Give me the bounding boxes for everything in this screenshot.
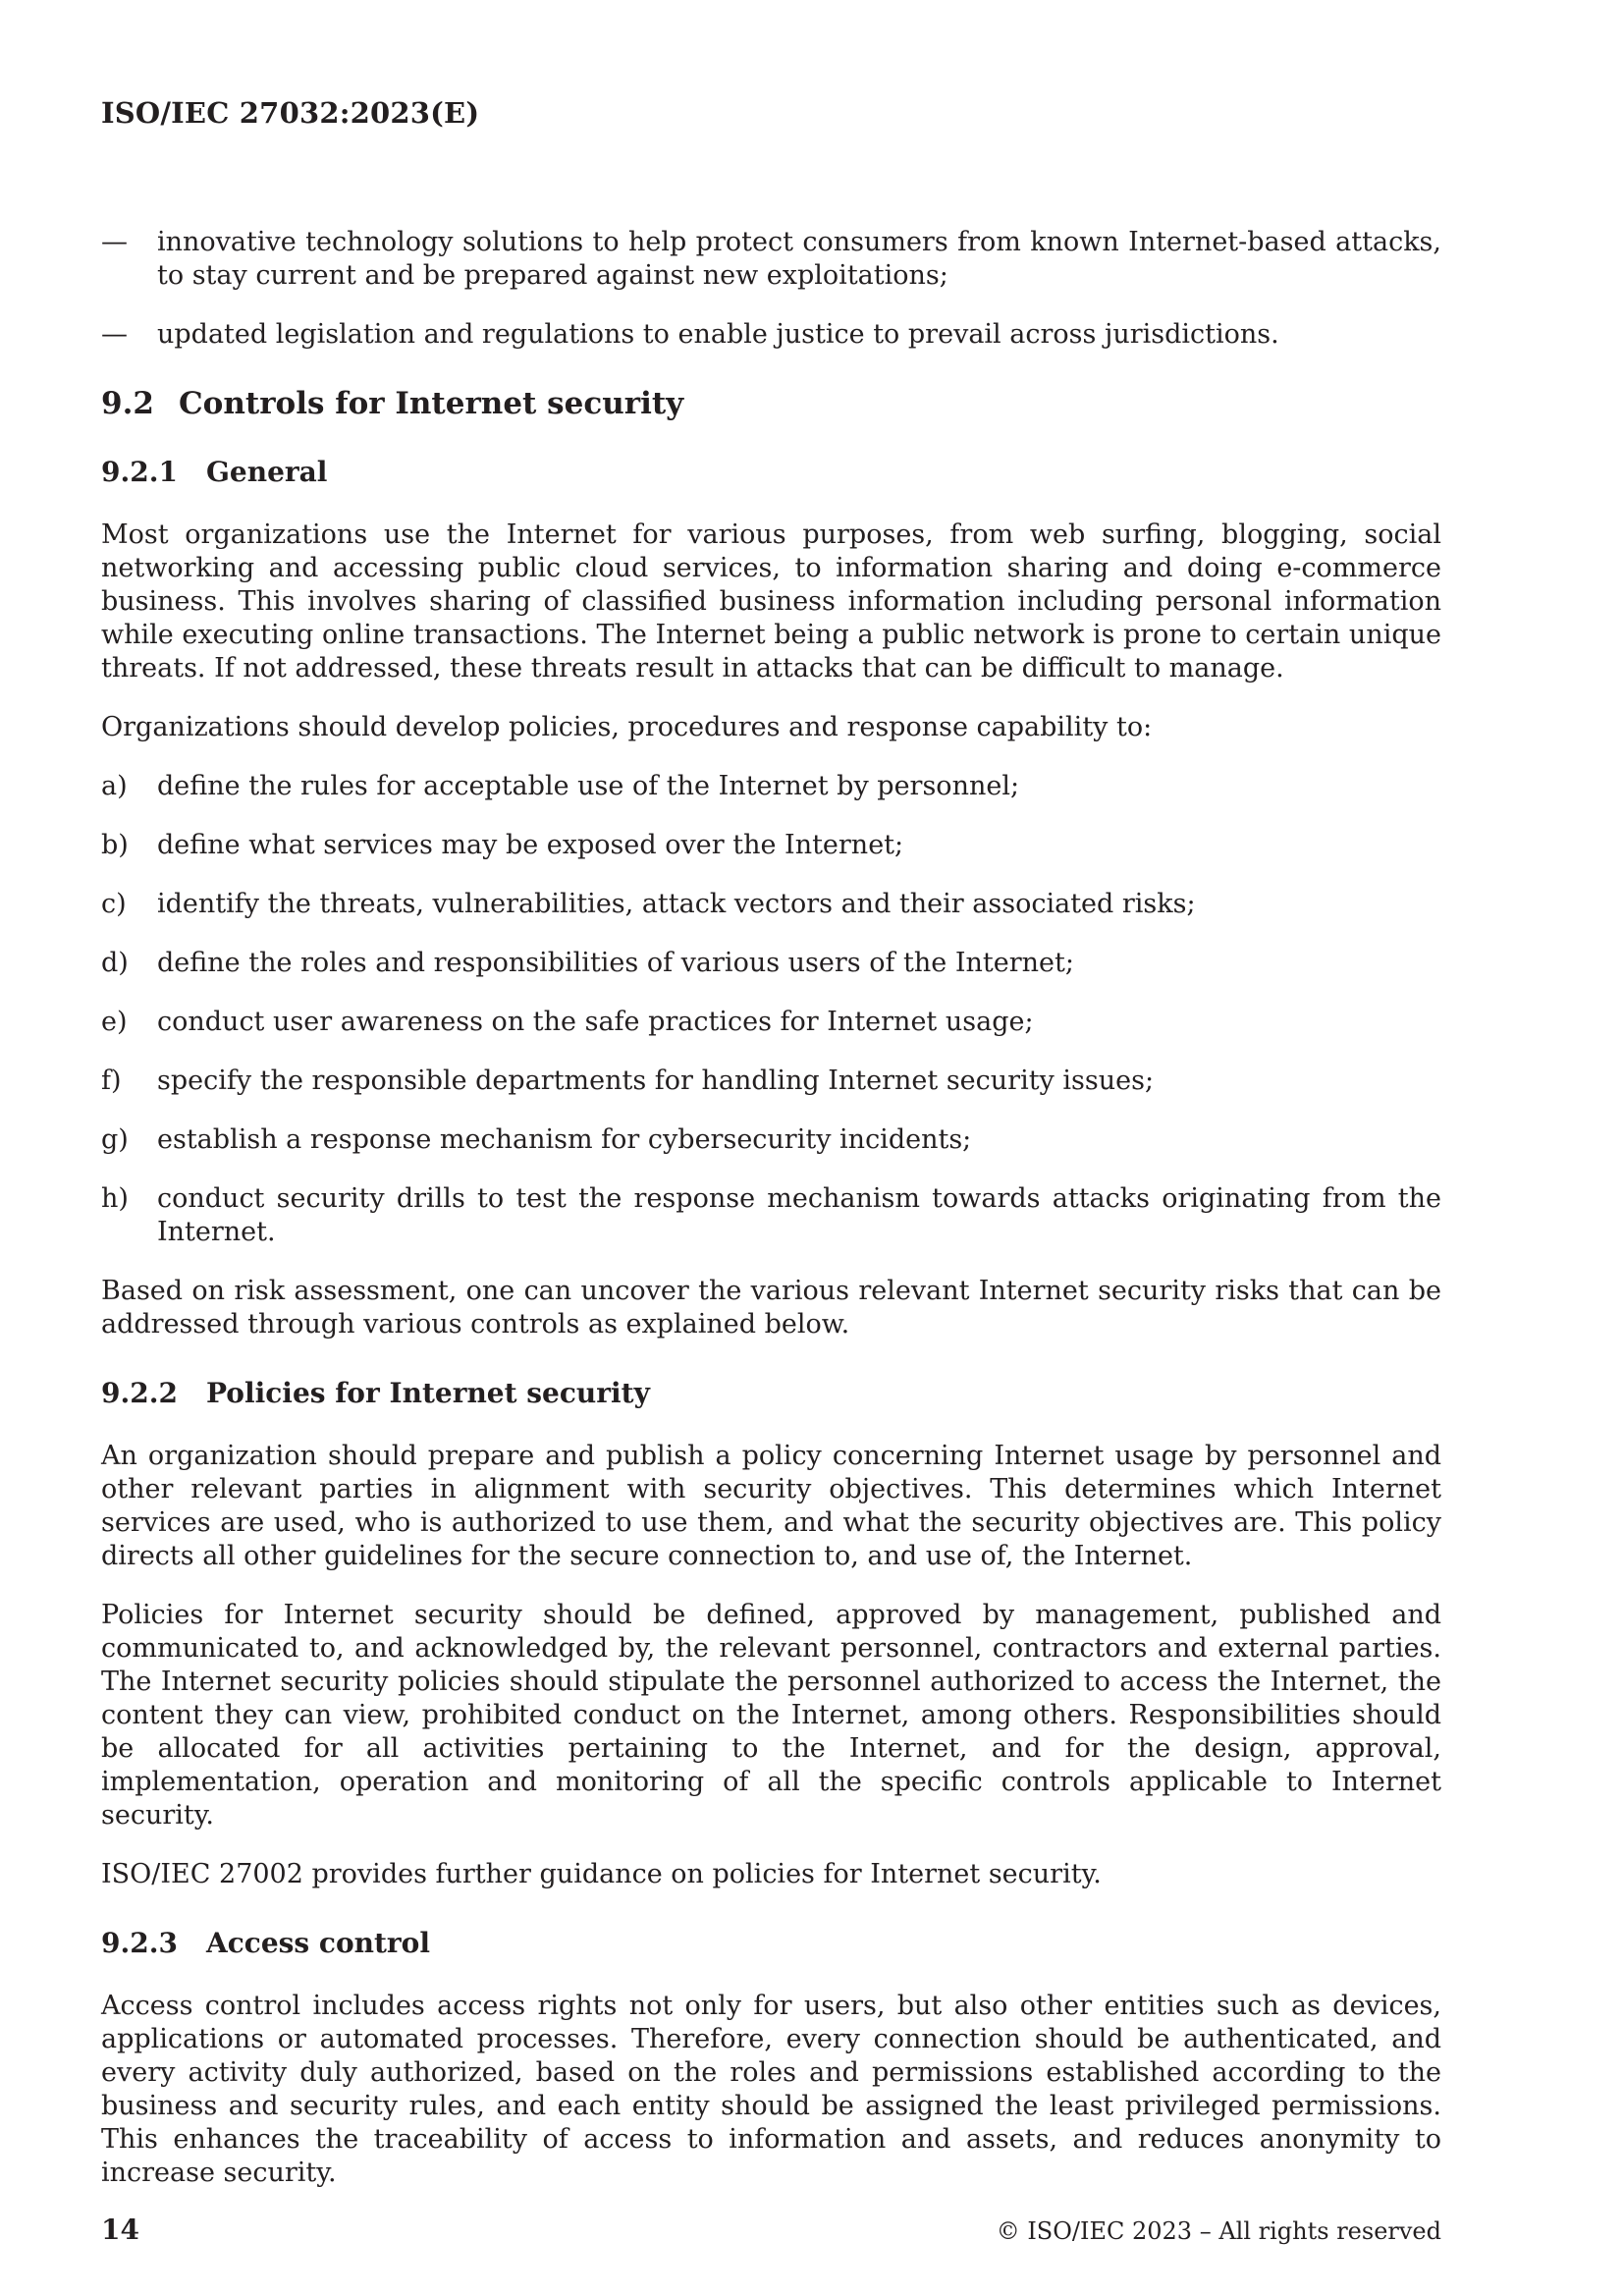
list-text: specify the responsible departments for handling Internet security issues; <box>157 1066 1155 1096</box>
list-marker: e) <box>101 1007 128 1037</box>
list-item <box>101 947 1441 980</box>
section-heading-9-2-2 <box>101 1377 1441 1410</box>
paragraph: Most organizations use the Internet for various purposes, from web surfing, blogging, social networking and accessing public cloud services, to information sharing and doing e-commerce business. This involves sharing of classified business information including personal information while executing online transactions. The Internet being a public network is prone to certain unique threats. If not addressed, these threats result in attacks that can be difficult to manage. <box>101 519 1441 683</box>
list-text: define the roles and responsibilities of various users of the Internet; <box>157 948 1074 978</box>
list-marker: f) <box>101 1066 122 1096</box>
paragraph: Access control includes access rights not only for users, but also other entities such as devices, applications or automated processes. Therefore, every connection should be authenticated, and every activity duly authorized, based on the roles and permissions established according to the business and security rules, and each entity should be assigned the least privileged permissions. This enhances the traceability of access to information and assets, and reduces anonymity to increase security. <box>101 1991 1441 2188</box>
page-number: 14 <box>101 2214 139 2246</box>
list-text: conduct security drills to test the response mechanism towards attacks originating from the Internet. <box>157 1183 1441 1247</box>
bullet-marker: — <box>101 319 128 350</box>
copyright-notice: © ISO/IEC 2023 – All rights reserved <box>996 2217 1441 2245</box>
list-text: establish a response mechanism for cybersecurity incidents; <box>157 1124 972 1155</box>
paragraph: An organization should prepare and publish a policy concerning Internet usage by personnel and other relevant parties in alignment with security objectives. This determines which Internet services are used, who is authorized to use them, and what the security objectives are. This policy directs all other guidelines for the secure connection to, and use of, the Internet. <box>101 1441 1441 1571</box>
paragraph: Policies for Internet security should be defined, approved by management, published and communicated to, and acknowledged by, the relevant personnel, contractors and external parties. The Internet security policies should stipulate the personnel authorized to access the Internet, the content they can view, prohibited conduct on the Internet, among others. Responsibilities should be allocated for all activities pertaining to the Internet, and for the design, approval, implementation, operation and monitoring of all the specific controls applicable to Internet security. <box>101 1600 1441 1831</box>
list-marker: c) <box>101 889 127 919</box>
list-item <box>101 1065 1441 1098</box>
intro-bullet-list <box>101 226 1441 352</box>
section-heading-9-2-1 <box>101 456 1441 489</box>
list-text: conduct user awareness on the safe practices for Internet usage; <box>157 1007 1034 1037</box>
list-item <box>101 1123 1441 1157</box>
section-number: 9.2.1 <box>101 456 178 488</box>
page-footer <box>101 2214 1441 2246</box>
section-title: General <box>206 456 328 488</box>
section-heading-9-2-3 <box>101 1927 1441 1960</box>
list-item <box>101 1006 1441 1039</box>
list-marker: h) <box>101 1183 129 1214</box>
bullet-text: updated legislation and regulations to enable justice to prevail across jurisdictions. <box>157 319 1279 350</box>
section-number: 9.2.3 <box>101 1927 178 1959</box>
document-id: ISO/IEC 27032:2023(E) <box>101 96 480 130</box>
list-marker: a) <box>101 771 128 801</box>
list-item <box>101 226 1441 293</box>
section-heading-9-2 <box>101 387 1441 420</box>
list-text: define the rules for acceptable use of the Internet by personnel; <box>157 771 1020 801</box>
list-marker: b) <box>101 830 129 860</box>
responsibility-list <box>101 770 1441 1249</box>
section-number: 9.2 <box>101 386 154 421</box>
section-title: Access control <box>206 1927 430 1959</box>
list-marker: d) <box>101 948 129 978</box>
list-item <box>101 318 1441 352</box>
paragraph: Based on risk assessment, one can uncover the various relevant Internet security risks that can be addressed through various controls as explained below. <box>101 1276 1441 1339</box>
list-text: define what services may be exposed over the Internet; <box>157 830 904 860</box>
list-item <box>101 829 1441 862</box>
page-content <box>101 226 1441 2215</box>
bullet-marker: — <box>101 227 128 257</box>
list-marker: g) <box>101 1124 129 1155</box>
paragraph: Organizations should develop policies, procedures and response capability to: <box>101 712 1153 742</box>
list-item <box>101 1182 1441 1249</box>
list-text: identify the threats, vulnerabilities, attack vectors and their associated risks; <box>157 889 1196 919</box>
section-title: Controls for Internet security <box>179 386 684 421</box>
list-item <box>101 888 1441 921</box>
paragraph: ISO/IEC 27002 provides further guidance on policies for Internet security. <box>101 1859 1102 1889</box>
bullet-text: innovative technology solutions to help protect consumers from known Internet-based attacks, to stay current and be prepared against new exploitations; <box>157 227 1441 291</box>
section-title: Policies for Internet security <box>206 1377 650 1409</box>
list-item <box>101 770 1441 803</box>
section-number: 9.2.2 <box>101 1377 178 1409</box>
